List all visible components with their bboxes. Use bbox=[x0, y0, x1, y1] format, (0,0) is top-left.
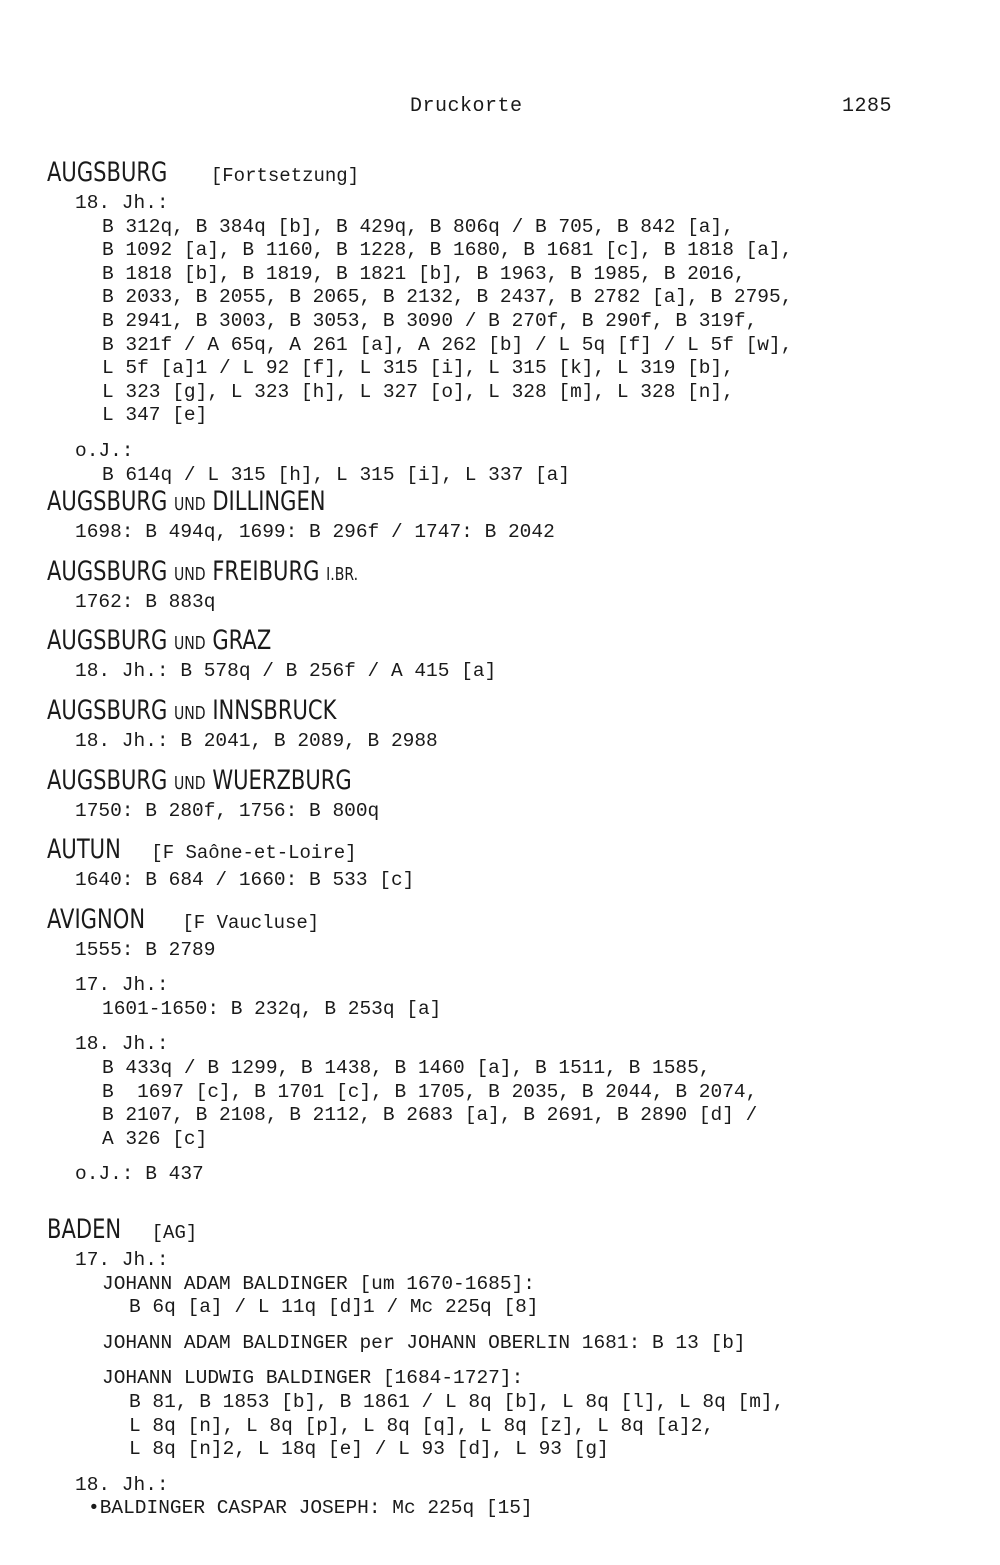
reference-line: B 1818 [b], B 1819, B 1821 [b], B 1963, B 1985, B 2016, bbox=[102, 262, 746, 285]
printer-name: JOHANN LUDWIG BALDINGER [1684-1727]: bbox=[102, 1367, 524, 1390]
reference-line: 18. Jh.: B 2041, B 2089, B 2988 bbox=[75, 729, 438, 752]
entry-heading bbox=[47, 696, 967, 730]
reference-line: L 323 [g], L 323 [h], L 327 [o], L 328 [m], L 328 [n], bbox=[102, 380, 734, 403]
entry-augsburg bbox=[47, 158, 967, 487]
entry-augsburg-innsbruck bbox=[47, 696, 967, 754]
reference-line: A 326 [c] bbox=[102, 1127, 208, 1150]
index-content bbox=[47, 158, 967, 1521]
period-label: 18. Jh.: bbox=[75, 1033, 169, 1056]
period-label: 18. Jh.: bbox=[75, 192, 169, 214]
reference-line: 1555: B 2789 bbox=[75, 938, 216, 961]
printer-name: JOHANN ADAM BALDINGER per JOHANN OBERLIN 1681: B 13 [b] bbox=[102, 1331, 746, 1354]
place-name: AUGSBURG UND INNSBRUCK bbox=[47, 694, 337, 726]
reference-line: B 2033, B 2055, B 2065, B 2132, B 2437, B 2782 [a], B 2795, bbox=[102, 286, 793, 309]
page-number: 1285 bbox=[842, 95, 893, 118]
printer-name: JOHANN ADAM BALDINGER [um 1670-1685]: bbox=[102, 1272, 535, 1295]
reference-line: o.J.: B 437 bbox=[75, 1163, 204, 1186]
reference-line: 1601-1650: B 232q, B 253q [a] bbox=[102, 997, 442, 1020]
entry-augsburg-dillingen bbox=[47, 487, 967, 545]
printer-name: •BALDINGER CASPAR JOSEPH: Mc 225q [15] bbox=[88, 1497, 533, 1520]
reference-line: 1698: B 494q, 1699: B 296f / 1747: B 2042 bbox=[75, 521, 555, 544]
reference-line: L 5f [a]1 / L 92 [f], L 315 [i], L 315 [k], L 319 [b], bbox=[102, 357, 734, 380]
reference-line: L 347 [e] bbox=[102, 404, 208, 427]
period-label: 18. Jh.: bbox=[75, 1473, 169, 1496]
entry-heading bbox=[47, 905, 967, 939]
reference-line: 1762: B 883q bbox=[75, 590, 216, 613]
period-label: 17. Jh.: bbox=[75, 974, 169, 997]
reference-line: B 6q [a] / L 11q [d]1 / Mc 225q [8] bbox=[129, 1296, 539, 1319]
reference-line: 1750: B 280f, 1756: B 800q bbox=[75, 799, 380, 822]
entry-heading bbox=[47, 835, 967, 869]
entry-avignon bbox=[47, 905, 967, 1187]
entry-heading bbox=[47, 487, 967, 521]
place-name: AUTUN bbox=[47, 834, 121, 866]
place-note: [Fortsetzung] bbox=[210, 165, 360, 187]
reference-line: B 1697 [c], B 1701 [c], B 1705, B 2035, B 2044, B 2074, bbox=[102, 1080, 758, 1103]
place-note: [F Vaucluse] bbox=[182, 911, 320, 934]
reference-line: B 2941, B 3003, B 3053, B 3090 / B 270f, B 290f, B 319f, bbox=[102, 309, 758, 332]
place-note: [F Saône-et-Loire] bbox=[151, 842, 357, 865]
place-name: AUGSBURG bbox=[47, 157, 168, 188]
entry-augsburg-wuerzburg bbox=[47, 766, 967, 824]
reference-line: B 2107, B 2108, B 2112, B 2683 [a], B 2691, B 2890 [d] / bbox=[102, 1104, 758, 1127]
place-name: BADEN bbox=[47, 1214, 122, 1246]
place-name: AUGSBURG UND WUERZBURG bbox=[47, 764, 352, 796]
place-name: AUGSBURG UND GRAZ bbox=[47, 625, 272, 657]
reference-line: 18. Jh.: B 578q / B 256f / A 415 [a] bbox=[75, 660, 497, 683]
reference-line: L 8q [n], L 8q [p], L 8q [q], L 8q [z], L 8q [a]2, bbox=[129, 1414, 715, 1437]
reference-line: L 8q [n]2, L 18q [e] / L 93 [d], L 93 [g] bbox=[129, 1438, 609, 1461]
place-note: [AG] bbox=[151, 1222, 198, 1245]
place-name: AUGSBURG UND FREIBURG I.BR. bbox=[47, 555, 359, 587]
entry-augsburg-graz bbox=[47, 626, 967, 684]
entry-baden bbox=[47, 1215, 967, 1521]
entry-heading bbox=[47, 626, 967, 660]
reference-line: B 312q, B 384q [b], B 429q, B 806q / B 705, B 842 [a], bbox=[102, 215, 734, 238]
place-name: AVIGNON bbox=[47, 903, 146, 935]
entry-heading bbox=[47, 766, 967, 800]
entry-heading bbox=[47, 1215, 967, 1249]
period-label: o.J.: bbox=[75, 439, 134, 462]
reference-line: B 614q / L 315 [h], L 315 [i], L 337 [a] bbox=[102, 463, 571, 486]
reference-line: B 433q / B 1299, B 1438, B 1460 [a], B 1511, B 1585, bbox=[102, 1057, 711, 1080]
running-title: Druckorte bbox=[410, 95, 523, 118]
entry-heading bbox=[47, 557, 967, 591]
reference-line: 1640: B 684 / 1660: B 533 [c] bbox=[75, 869, 415, 892]
entry-augsburg-freiburg bbox=[47, 557, 967, 615]
reference-line: B 321f / A 65q, A 261 [a], A 262 [b] / L 5q [f] / L 5f [w], bbox=[102, 333, 793, 356]
reference-line: B 1092 [a], B 1160, B 1228, B 1680, B 1681 [c], B 1818 [a], bbox=[102, 239, 793, 262]
entry-heading bbox=[47, 158, 967, 192]
place-name: AUGSBURG UND DILLINGEN bbox=[47, 486, 326, 518]
reference-line: B 81, B 1853 [b], B 1861 / L 8q [b], L 8q [l], L 8q [m], bbox=[129, 1391, 785, 1413]
entry-autun bbox=[47, 835, 967, 893]
period-label: 17. Jh.: bbox=[75, 1249, 169, 1272]
